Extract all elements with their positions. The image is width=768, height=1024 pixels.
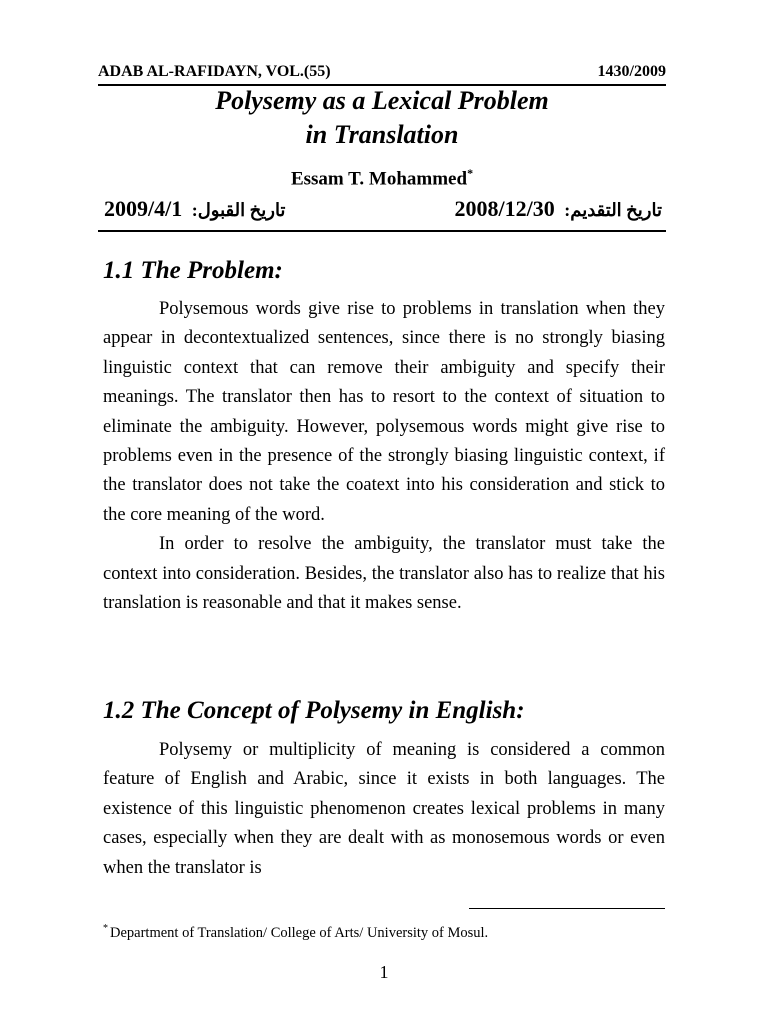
- author-name: Essam T. Mohammed: [290, 168, 468, 190]
- paragraph: In order to resolve the ambiguity, the translator must take the context into consideration. Besides, the translator also has to realize that his translation is reasonable and that it makes sense.: [103, 534, 665, 614]
- section-1-body: [103, 295, 665, 618]
- author-line: [98, 160, 666, 192]
- submission-label: تاريخ التقديم:: [564, 200, 662, 220]
- section-2-body: [103, 736, 665, 883]
- author-footnote-mark: *: [467, 166, 474, 180]
- paragraph: Polysemous words give rise to problems in translation when they appear in decontextualized sentences, since there is no strongly biasing linguistic context that can remove their ambiguity and specify their meanings. The translator then has to resort to the context of situation to eliminate the ambiguity. However, polysemous words might give rise to problems even in the presence of the strongly biasing linguistic context, if the translator does not take the coatext into his consideration and stick to the core meaning of the word.: [103, 299, 665, 525]
- page-number: 1: [379, 962, 389, 982]
- header-year: 1430/2009: [597, 63, 666, 80]
- paragraph: Polysemy or multiplicity of meaning is considered a common feature of English and Arabic, since it exists in both languages. The existence of this linguistic phenomenon creates lexical problems in many cases, especially when they are dealt with as monosemous words or even when the translator is: [103, 740, 665, 878]
- acceptance-date-group: [104, 192, 285, 227]
- acceptance-label: تاريخ القبول:: [191, 200, 286, 220]
- acceptance-date: 2009/4/1: [104, 196, 183, 221]
- dates-row: [98, 192, 666, 232]
- title-line-2: in Translation: [305, 120, 459, 149]
- running-header: [98, 62, 666, 86]
- article-title: [98, 84, 666, 152]
- footnote-text: Department of Translation/ College of Arts/ University of Mosul.: [110, 924, 489, 941]
- footnote: [103, 920, 666, 942]
- section-heading-1: 1.1 The Problem:: [103, 257, 283, 284]
- footnote-mark: *: [103, 923, 108, 934]
- section-heading-2: 1.2 The Concept of Polysemy in English:: [103, 697, 525, 724]
- journal-name: ADAB AL-RAFIDAYN, VOL.(55): [98, 63, 331, 80]
- title-line-1: Polysemy as a Lexical Problem: [215, 86, 549, 115]
- submission-date-group: [454, 192, 662, 227]
- footnote-divider: [469, 908, 665, 909]
- submission-date: 2008/12/30: [454, 196, 555, 221]
